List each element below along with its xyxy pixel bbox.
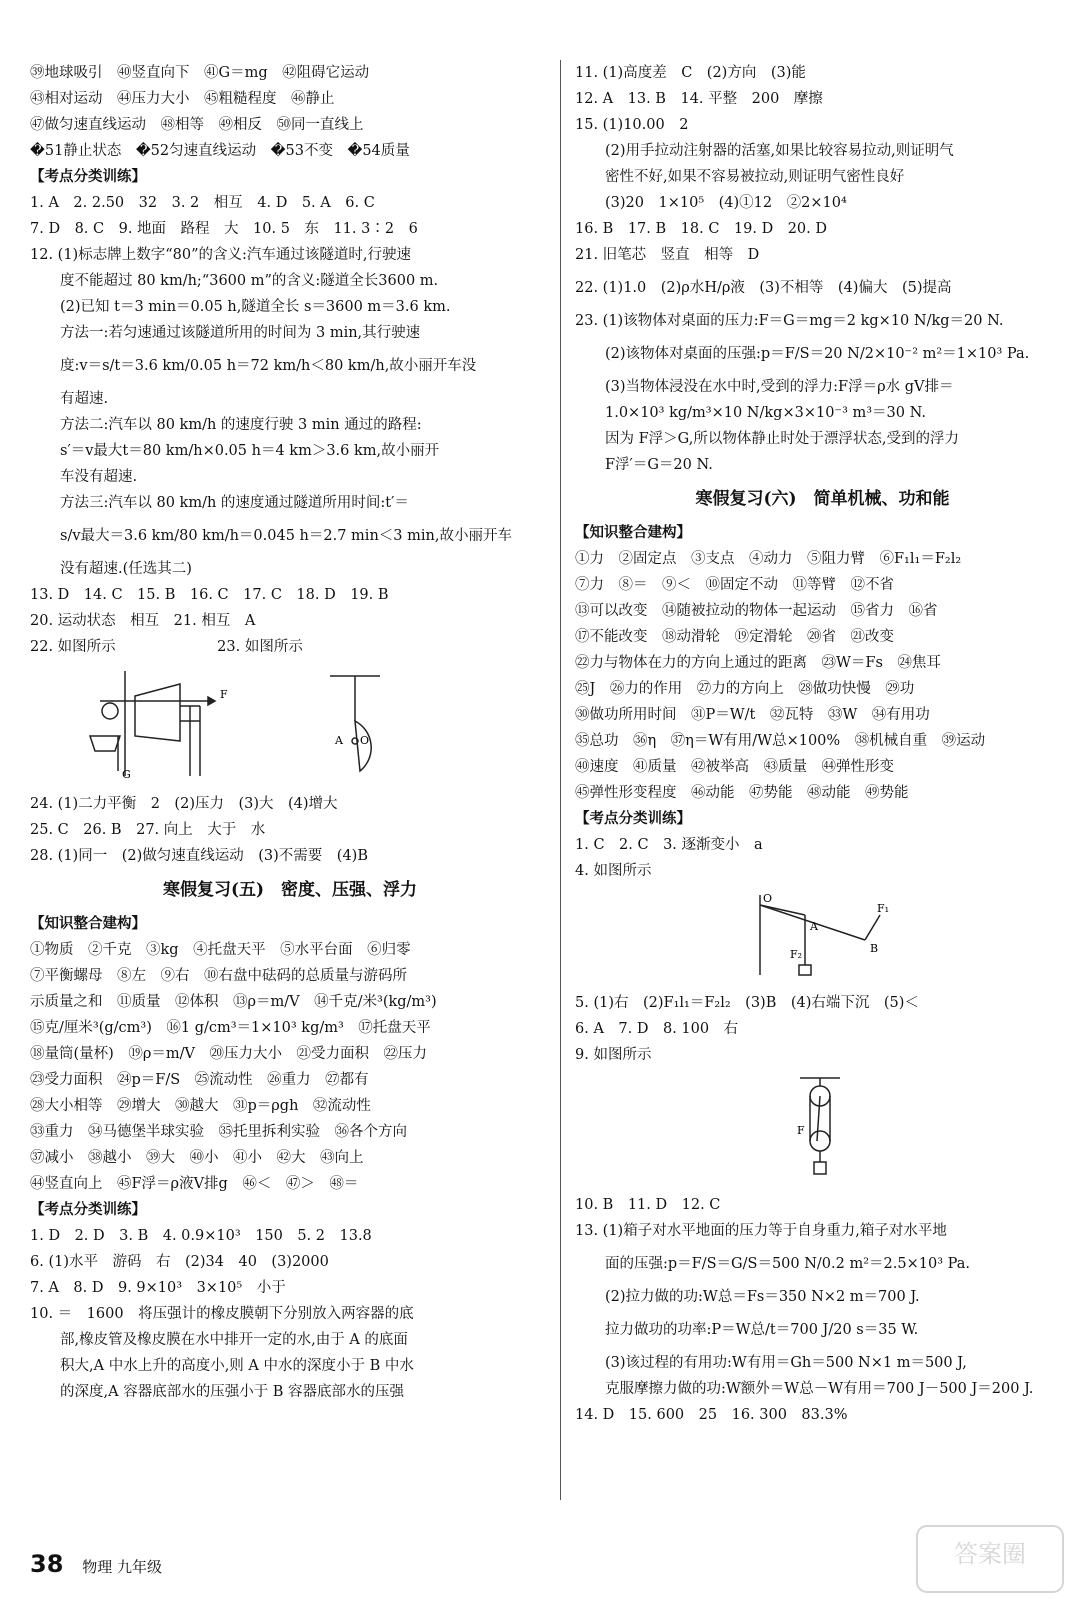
answer-line: (2)已知 t＝3 min＝0.05 h,隧道全长 s＝3600 m＝3.6 km.	[60, 299, 451, 315]
answer-line: 方法一:若匀速通过该隧道所用的时间为 3 min,其行驶速	[60, 325, 421, 341]
section-header: 【知识整合建构】	[30, 915, 146, 932]
knowledge-line: ⑬可以改变 ⑭随被拉动的物体一起运动 ⑮省力 ⑯省	[575, 603, 938, 619]
knowledge-line: ㉟总功 ㊱η ㊲η＝W有用/W总×100% ㊳机械自重 ㊴运动	[575, 733, 986, 749]
answer-line: 25. C 26. B 27. 向上 大于 水	[30, 822, 266, 838]
column-divider	[560, 60, 561, 1500]
figure-9-pulley	[575, 1074, 1070, 1186]
knowledge-line: ①物质 ②千克 ③kg ④托盘天平 ⑤水平台面 ⑥归零	[30, 942, 411, 958]
formula-line: 面的压强:p＝F/S＝G/S＝500 N/0.2 m²＝2.5×10³ Pa.	[605, 1256, 970, 1272]
page-number: 38	[30, 1550, 64, 1578]
answer-line: (3)当物体浸没在水中时,受到的浮力:F浮＝ρ水 gV排＝	[605, 379, 954, 395]
answer-line: (3)20 1×10⁵ (4)①12 ②2×10⁴	[605, 195, 847, 211]
answer-line: F浮′＝G＝20 N.	[605, 457, 713, 473]
formula-line: 度:v＝s/t＝3.6 km/0.05 h＝72 km/h＜80 km/h,故小丽开车没	[60, 358, 477, 374]
answer-line: (2)拉力做的功:W总＝Fs＝350 N×2 m＝700 J.	[605, 1289, 920, 1305]
figure-label-F1: F₁	[877, 902, 890, 915]
knowledge-line: ㉚做功所用时间 ㉛P＝W/t ㉜瓦特 ㉝W ㉞有用功	[575, 707, 930, 723]
answer-line: 1. A 2. 2.50 32 3. 2 相互 4. D 5. A 6. C	[30, 195, 375, 211]
answer-line: 积大,A 中水上升的高度小,则 A 中水的深度小于 B 中水	[60, 1358, 414, 1374]
answer-line: 5. (1)右 (2)F₁l₁＝F₂l₂ (3)B (4)右端下沉 (5)＜	[575, 995, 919, 1011]
figure-label-F2: F₂	[790, 948, 803, 961]
knowledge-line: ㉝重力 ㉞马德堡半球实验 ㉟托里拆利实验 ㊱各个方向	[30, 1124, 407, 1140]
answer-line: 度不能超过 80 km/h;“3600 m”的含义:隧道全长3600 m.	[60, 273, 439, 289]
watermark-logo	[915, 1524, 1065, 1594]
knowledge-line: ㊹竖直向上 ㊺F浮＝ρ液V排g ㊻＜ ㊼＞ ㊽＝	[30, 1176, 359, 1192]
left-column	[30, 60, 550, 1405]
knowledge-line: ⑦力 ⑧＝ ⑨＜ ⑩固定不动 ⑪等臂 ⑫不省	[575, 577, 894, 593]
figure-22-basketball-hoop	[90, 671, 215, 776]
footer-subject: 物理	[82, 1558, 113, 1576]
answer-line: 方法三:汽车以 80 km/h 的速度通过隧道所用时间:t′＝	[60, 495, 409, 511]
knowledge-line: 示质量之和 ⑪质量 ⑫体积 ⑬ρ＝m/V ⑭千克/米³(kg/m³)	[30, 994, 437, 1010]
figure-label-A: A	[810, 920, 818, 933]
knowledge-line: ㉕J ㉖力的作用 ㉗力的方向上 ㉘做功快慢 ㉙功	[575, 681, 915, 697]
formula-line: s/v最大＝3.6 km/80 km/h＝0.045 h＝2.7 min＜3 min,故小丽开车	[60, 528, 512, 544]
figure-label-B: B	[870, 942, 879, 955]
answer-line: 7. D 8. C 9. 地面 路程 大 10. 5 东 11. 3∶2 6	[30, 221, 418, 237]
page-footer	[30, 1550, 162, 1578]
answer-line: 15. (1)10.00 2	[575, 117, 689, 133]
knowledge-line: ㉒力与物体在力的方向上通过的距离 ㉓W＝Fs ㉔焦耳	[575, 655, 941, 671]
figure-23-semicircle	[330, 676, 380, 771]
figure-label-F: F	[220, 688, 228, 701]
answer-line: 11. (1)高度差 C (2)方向 (3)能	[575, 65, 806, 81]
answer-line: 6. A 7. D 8. 100 右	[575, 1021, 739, 1037]
answer-line: 22. 如图所示 23. 如图所示	[30, 639, 303, 655]
answer-line: 23. (1)该物体对桌面的压力:F＝G＝mg＝2 kg×10 N/kg＝20 N.	[575, 313, 1004, 329]
answer-line: 14. D 15. 600 25 16. 300 83.3%	[575, 1407, 848, 1423]
answer-line: 9. 如图所示	[575, 1047, 652, 1063]
knowledge-line: ㊲减小 ㊳越小 ㊴大 ㊵小 ㊶小 ㊷大 ㊸向上	[30, 1150, 364, 1166]
answer-line: (2)用手拉动注射器的活塞,如果比较容易拉动,则证明气	[605, 143, 954, 159]
watermark-text: 答案圈	[954, 1540, 1026, 1568]
knowledge-line: ⑰不能改变 ⑱动滑轮 ⑲定滑轮 ⑳省 ㉑改变	[575, 629, 894, 645]
knowledge-line: ⑱量筒(量杯) ⑲ρ＝m/V ⑳压力大小 ㉑受力面积 ㉒压力	[30, 1046, 427, 1062]
answer-line: 10. B 11. D 12. C	[575, 1197, 721, 1213]
answer-line: 因为 F浮＞G,所以物体静止时处于漂浮状态,受到的浮力	[605, 431, 959, 447]
formula-line: 22. (1)1.0 (2)ρ水H/ρ液 (3)不相等 (4)偏大 (5)提高	[575, 280, 952, 296]
formula-line: (2)该物体对桌面的压强:p＝F/S＝20 N/2×10⁻² m²＝1×10³ Pa.	[605, 346, 1030, 362]
knowledge-line: ⑮克/厘米³(g/cm³) ⑯1 g/cm³＝1×10³ kg/m³ ⑰托盘天平	[30, 1020, 431, 1036]
figure-label-O: O	[763, 892, 773, 905]
answer-line: 13. (1)箱子对水平地面的压力等于自身重力,箱子对水平地	[575, 1223, 947, 1239]
answer-line: 21. 旧笔芯 竖直 相等 D	[575, 247, 760, 263]
answer-line: 有超速.	[60, 391, 109, 407]
section-header: 【考点分类训练】	[30, 168, 146, 185]
figure-label-O: O	[360, 734, 370, 747]
figure-label-F: F	[797, 1124, 805, 1137]
answer-line: 克服摩擦力做的功:W额外＝W总－W有用＝700 J－500 J＝200 J.	[605, 1381, 1034, 1397]
figure-label-A: A	[335, 734, 343, 747]
answer-line: 没有超速.(任选其二)	[60, 561, 192, 577]
knowledge-line: ㉓受力面积 ㉔p＝F/S ㉕流动性 ㉖重力 ㉗都有	[30, 1072, 369, 1088]
answer-line: 28. (1)同一 (2)做匀速直线运动 (3)不需要 (4)B	[30, 848, 368, 864]
footer-grade: 九年级	[116, 1558, 162, 1576]
answer-line: 1.0×10³ kg/m³×10 N/kg×3×10⁻³ m³＝30 N.	[605, 405, 926, 421]
figure-4-lever	[575, 890, 1070, 984]
section-header: 【考点分类训练】	[30, 1201, 146, 1218]
section-title-5: 寒假复习(五) 密度、压强、浮力	[162, 880, 418, 900]
answer-line: 12. (1)标志牌上数字“80”的含义:汽车通过该隧道时,行驶速	[30, 247, 411, 263]
section-title-6: 寒假复习(六) 简单机械、功和能	[695, 489, 950, 509]
knowledge-line: ⑦平衡螺母 ⑧左 ⑨右 ⑩右盘中砝码的总质量与游码所	[30, 968, 407, 984]
knowledge-line: ㊵速度 ㊶质量 ㊷被举高 ㊸质量 ㊹弹性形变	[575, 759, 894, 775]
right-column	[575, 60, 1070, 1428]
text-line: ㊸相对运动 ㊹压力大小 ㊺粗糙程度 ㊻静止	[30, 91, 335, 107]
answer-line: 13. D 14. C 15. B 16. C 17. C 18. D 19. B	[30, 587, 389, 603]
section-header: 【考点分类训练】	[575, 810, 691, 827]
answer-line: 20. 运动状态 相互 21. 相互 A	[30, 613, 256, 629]
knowledge-line: ①力 ②固定点 ③支点 ④动力 ⑤阻力臂 ⑥F₁l₁＝F₂l₂	[575, 551, 962, 567]
answer-line: s′＝v最大t＝80 km/h×0.05 h＝4 km＞3.6 km,故小丽开	[60, 443, 440, 459]
answer-line: 12. A 13. B 14. 平整 200 摩擦	[575, 91, 823, 107]
text-line: ㊼做匀速直线运动 ㊽相等 ㊾相反 ㊿同一直线上	[30, 117, 364, 133]
answer-line: 部,橡皮管及橡皮膜在水中排开一定的水,由于 A 的底面	[60, 1332, 408, 1348]
figure-label-G: G	[122, 768, 131, 781]
answer-line: (3)该过程的有用功:W有用＝Gh＝500 N×1 m＝500 J,	[605, 1355, 967, 1371]
answer-line: 方法二:汽车以 80 km/h 的速度行驶 3 min 通过的路程:	[60, 417, 422, 433]
knowledge-line: ㉘大小相等 ㉙增大 ㉚越大 ㉛p＝ρgh ㉜流动性	[30, 1098, 371, 1114]
answer-line: 4. 如图所示	[575, 863, 652, 879]
section-header: 【知识整合建构】	[575, 524, 691, 541]
knowledge-line: ㊺弹性形变程度 ㊻动能 ㊼势能 ㊽动能 ㊾势能	[575, 785, 909, 801]
answer-line: 1. C 2. C 3. 逐渐变小 a	[575, 837, 763, 853]
answer-line: 车没有超速.	[60, 469, 138, 485]
answer-line: 16. B 17. B 18. C 19. D 20. D	[575, 221, 828, 237]
text-line: ㊴地球吸引 ㊵竖直向下 ㊶G＝mg ㊷阻碍它运动	[30, 65, 370, 81]
answer-line: 6. (1)水平 游码 右 (2)34 40 (3)2000	[30, 1254, 329, 1270]
answer-line: 24. (1)二力平衡 2 (2)压力 (3)大 (4)增大	[30, 796, 338, 812]
answer-line: 1. D 2. D 3. B 4. 0.9×10³ 150 5. 2 13.8	[30, 1228, 372, 1244]
answer-line: 10. ＝ 1600 将压强计的橡皮膜朝下分别放入两容器的底	[30, 1306, 414, 1322]
answer-line: 的深度,A 容器底部水的压强小于 B 容器底部水的压强	[60, 1384, 405, 1400]
figures-22-23	[30, 666, 550, 785]
answer-line: 7. A 8. D 9. 9×10³ 3×10⁵ 小于	[30, 1280, 286, 1296]
formula-line: 拉力做功的功率:P＝W总/t＝700 J/20 s＝35 W.	[605, 1322, 919, 1338]
answer-line: 密性不好,如果不容易被拉动,则证明气密性良好	[605, 169, 905, 185]
text-line: �51静止状态 �52匀速直线运动 �53不变 �54质量	[30, 143, 410, 159]
